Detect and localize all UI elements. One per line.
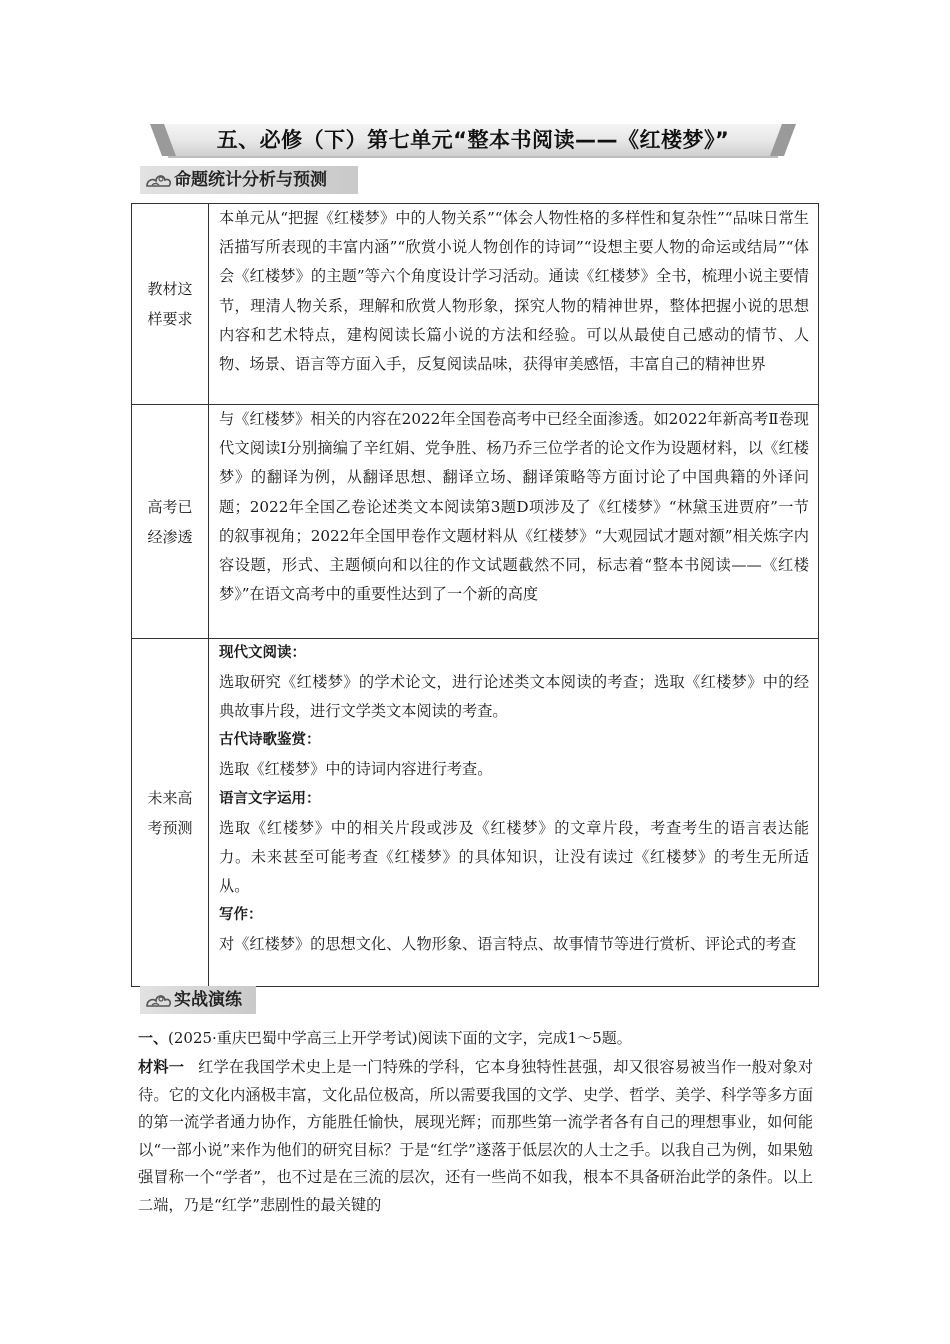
- section-tag-practice: [140, 986, 256, 1014]
- row-label: 高考已经渗透: [132, 405, 209, 638]
- table-row: [132, 639, 818, 986]
- forecast-text: 选取《红楼梦》中的诗词内容进行考查。: [219, 760, 493, 779]
- cloud-scroll-icon: [144, 168, 174, 192]
- table-row: [132, 405, 818, 639]
- forecast-heading: 写作：: [219, 907, 263, 924]
- table-row: [132, 204, 818, 405]
- row-content: 与《红楼梦》相关的内容在2022年全国卷高考中已经全面渗透。如2022年新高考Ⅱ卷现代文阅读Ⅰ分别摘编了辛红娟、党争胜、杨乃乔三位学者的论文作为设题材料，以《红楼梦》的翻译为例，从翻译思想、翻译立场、翻译策略等方面讨论了中国典籍的外译问题；2022年全国乙卷论述类文本阅读第3题D项涉及了《红楼梦》“林黛玉进贾府”一节的叙事视角；2022年全国甲卷作文题材料从《红楼梦》“大观园试才题对额”相关炼字内容设题，形式、主题倾向和以往的作文试题截然不同，标志着“整本书阅读——《红楼梦》”在语文高考中的重要性达到了一个新的高度: [219, 410, 809, 604]
- cloud-scroll-icon: [144, 988, 174, 1012]
- analysis-table: [131, 203, 819, 987]
- question-text: (2025·重庆巴蜀中学高三上开学考试)阅读下面的文字，完成1～5题。: [168, 1029, 632, 1047]
- row-content: 本单元从“把握《红楼梦》中的人物关系”“体会人物性格的多样性和复杂性”“品味日常生活描写所表现的丰富内涵”“欣赏小说人物创作的诗词”“设想主要人物的命运或结局”“体会《红楼梦》的主题”等六个角度设计学习活动。通读《红楼梦》全书，梳理小说主要情节，理清人物关系，理解和欣赏人物形象，探究人物的精神世界，整体把握小说的思想内容和艺术特点，建构阅读长篇小说的方法和经验。可以从最使自己感动的情节、人物、场景、语言等方面入手，反复阅读品味，获得审美感悟，丰富自己的精神世界: [219, 209, 809, 374]
- forecast-heading: 古代诗歌鉴赏：: [219, 732, 321, 749]
- page-title: 五、必修（下）第七单元“整本书阅读——《红楼梦》”: [216, 128, 730, 152]
- forecast-text: 对《红楼梦》的思想文化、人物形象、语言特点、故事情节等进行赏析、评论式的考查: [219, 935, 797, 954]
- material-label: 材料一: [138, 1058, 185, 1076]
- row-content-forecast: [209, 639, 818, 986]
- material-paragraph: [138, 1054, 813, 1220]
- material-text: 红学在我国学术史上是一门特殊的学科，它本身独特性甚强，却又很容易被当作一般对象对待。它的文化内涵极丰富，文化品位极高，所以需要我国的文学、史学、哲学、美学、科学等多方面的第一流学者通力协作，方能胜任愉快，展现光辉；而那些第一流学者各有自己的理想事业，如何能以“一部小说”来作为他们的研究目标？于是“红学”遂落于低层次的人士之手。以我自己为例，如果勉强冒称一个“学者”，也不过是在三流的层次，还有一些尚不如我，根本不具备研治此学的条件。以上二端，乃是“红学”悲剧性的最关键的: [138, 1058, 814, 1214]
- forecast-heading: 现代文阅读：: [219, 645, 306, 661]
- forecast-text: 选取研究《红楼梦》的学术论文，进行论述类文本阅读的考查；选取《红楼梦》中的经典故事片段，进行文学类文本阅读的考查。: [219, 673, 809, 721]
- row-label: 教材这样要求: [132, 204, 209, 404]
- unit-title-banner: [148, 120, 798, 160]
- section-tag-analysis: [140, 166, 358, 194]
- section-title-practice: 实战演练: [174, 990, 242, 1010]
- forecast-text: 选取《红楼梦》中的相关片段或涉及《红楼梦》的文章片段，考查考生的语言表达能力。未来甚至可能考查《红楼梦》的具体知识，让没有读过《红楼梦》的考生无所适从。: [219, 818, 809, 896]
- forecast-heading: 语言文字运用：: [219, 790, 321, 807]
- question-heading: [138, 1025, 818, 1051]
- section-title-analysis: 命题统计分析与预测: [174, 170, 327, 190]
- row-label: 未来高考预测: [132, 639, 209, 986]
- question-number: 一、: [138, 1029, 169, 1047]
